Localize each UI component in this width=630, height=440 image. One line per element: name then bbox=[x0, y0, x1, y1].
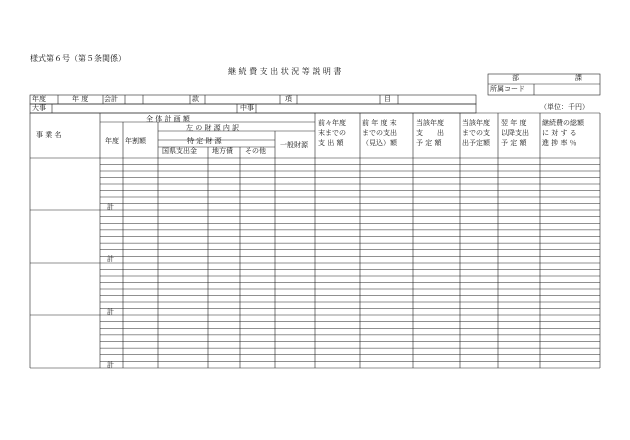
header-local-bond: 地方債 bbox=[212, 147, 233, 155]
header-progress-line-1: 継続費の総額 bbox=[542, 119, 584, 127]
header-project-name: 事 業 名 bbox=[36, 131, 62, 139]
daiji-label: 大事 bbox=[32, 104, 46, 112]
header-annual-amount: 年割額 bbox=[125, 137, 146, 145]
header-prev-line-1: 前 年 度 末 bbox=[362, 119, 397, 127]
header-prev-line-2: までの支出 bbox=[362, 129, 397, 137]
header-other: その他 bbox=[245, 147, 266, 155]
account-field[interactable] bbox=[126, 96, 142, 103]
header-current-line-2: 支 出 bbox=[416, 129, 444, 137]
header-current-line-1: 当該年度 bbox=[416, 119, 444, 127]
header-prev-prev-line-1: 前々年度 bbox=[318, 119, 346, 127]
header-next-line-3: 予 定 額 bbox=[501, 139, 527, 147]
header-specific-funding: 特 定 財 源 bbox=[187, 137, 222, 145]
year-label: 年度 bbox=[32, 95, 46, 103]
account-label: 会計 bbox=[104, 95, 118, 103]
header-general-funding: 一般財源 bbox=[280, 141, 308, 149]
dept-code-label: 所属コード bbox=[490, 85, 525, 93]
header-prev-line-3: （見込）額 bbox=[362, 139, 397, 147]
header-current-line-3: 予 定 額 bbox=[416, 139, 442, 147]
dept-code-field[interactable] bbox=[535, 85, 599, 94]
header-fiscal-year: 年度 bbox=[105, 137, 119, 145]
form-title: 継 続 費 支 出 状 況 等 説 明 書 bbox=[228, 67, 342, 76]
header-current-end-line-1: 当該年度 bbox=[462, 119, 490, 127]
moku-label: 目 bbox=[384, 95, 391, 103]
header-current-end-line-2: までの支 bbox=[462, 129, 490, 137]
unit-label: （単位：千円） bbox=[540, 103, 589, 111]
header-prev-prev-line-2: 末までの bbox=[318, 129, 346, 137]
kan-label: 款 bbox=[192, 95, 199, 103]
chuji-label: 中事 bbox=[240, 104, 254, 112]
header-national-pref: 国県支出金 bbox=[162, 147, 197, 155]
subtotal-label: 計 bbox=[107, 361, 114, 369]
header-progress-line-3: 進 捗 率 ％ bbox=[542, 139, 577, 147]
year-value: 年 度 bbox=[72, 95, 89, 103]
header-total-plan: 全 体 計 画 額 bbox=[146, 115, 190, 123]
header-funding-breakdown: 左 の 財 源 内 訳 bbox=[186, 124, 240, 132]
header-next-line-1: 翌 年 度 bbox=[501, 119, 527, 127]
dept-bu-label: 部 bbox=[512, 74, 519, 82]
kou-label: 項 bbox=[285, 95, 292, 103]
header-current-end-line-3: 出予定額 bbox=[462, 139, 490, 147]
header-prev-prev-line-3: 支 出 額 bbox=[318, 139, 344, 147]
subtotal-label: 計 bbox=[107, 203, 114, 211]
subtotal-label: 計 bbox=[107, 255, 114, 263]
header-progress-line-2: に 対 す る bbox=[542, 129, 577, 137]
header-next-line-2: 以降支出 bbox=[501, 129, 529, 137]
form-number: 様式第６号（第５条関係） bbox=[30, 54, 126, 63]
dept-ka-label: 課 bbox=[575, 74, 582, 82]
subtotal-label: 計 bbox=[107, 308, 114, 316]
